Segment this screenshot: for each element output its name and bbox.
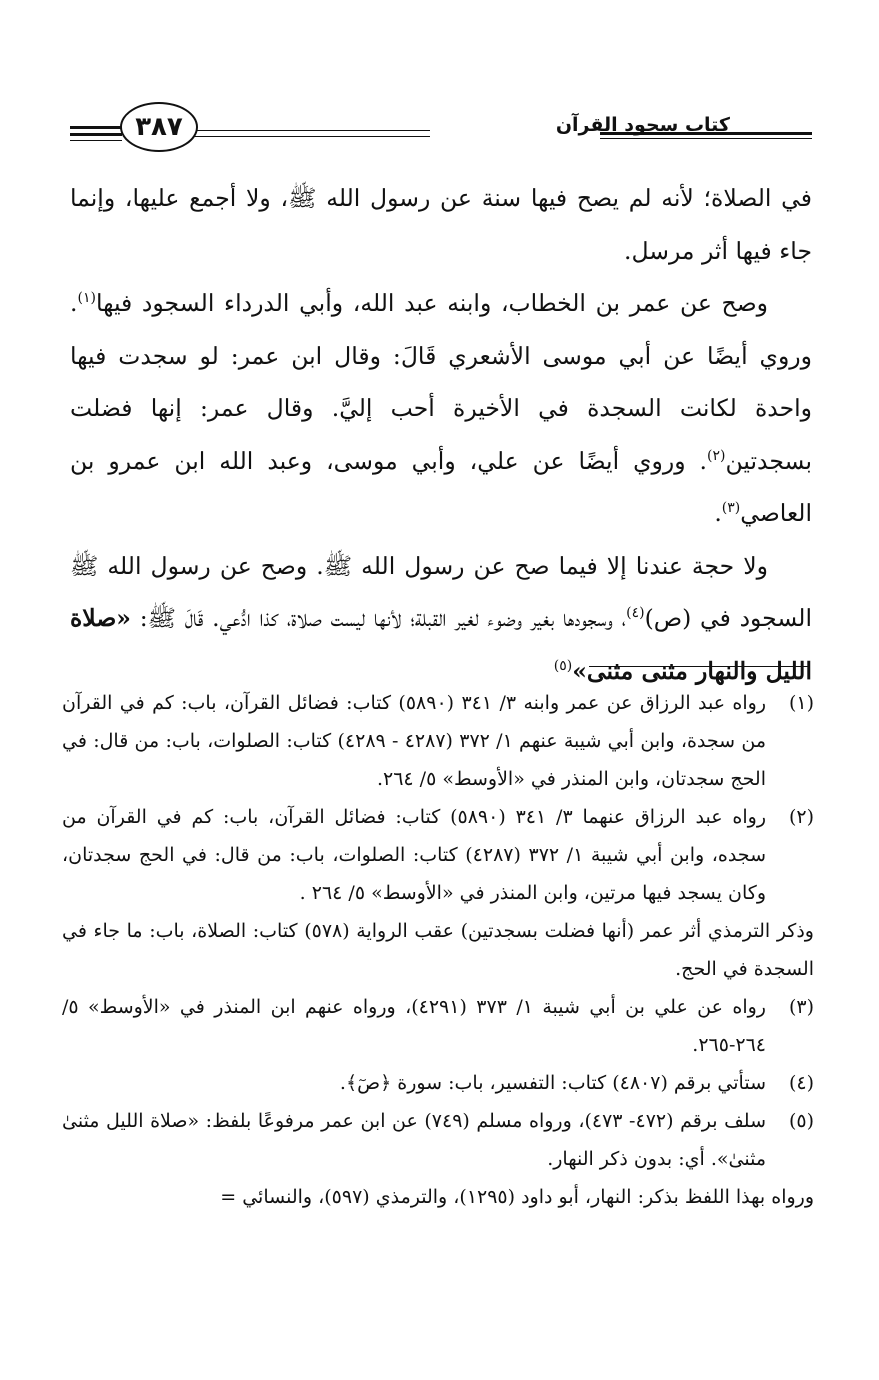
paragraph — [70, 277, 812, 540]
footnote-number: (٥) — [788, 1110, 814, 1132]
header-rule — [600, 138, 812, 139]
footnote-4 — [62, 1064, 814, 1102]
paragraph-text: في الصلاة؛ لأنه لم يصح فيها سنة عن رسول الله ﷺ، ولا أجمع عليها، وإنما جاء فيها أثر مرسل. — [70, 184, 812, 265]
header-rule — [192, 136, 430, 137]
footnote-text: ستأتي برقم (٤٨٠٧) كتاب: التفسير، باب: سورة ﴿صٓ﴾. — [339, 1072, 766, 1094]
footnote-ref[interactable]: (٥) — [553, 657, 573, 674]
footnote-continuation-text: ورواه بهذا اللفظ بذكر: النهار، أبو داود (١٢٩٥)، والترمذي (٥٩٧)، والنسائي — [242, 1186, 814, 1208]
paragraph-text: . وروي أيضًا عن أبي موسى الأشعري قَالَ: وقال ابن عمر: لو سجدت فيها واحدة لكانت السجدة في الأخيرة أحب إليَّ. وقال عمر: إنها فضلت بسجدتين — [70, 289, 812, 475]
footnote-text: رواه عن علي بن أبي شيبة ١/ ٣٧٣ (٤٢٩١)، ورواه عنهم ابن المنذر في «الأوسط» ٥/ ٢٦٤-٢٦٥. — [62, 996, 766, 1056]
footnote-2 — [62, 798, 814, 912]
footnote-continuation: وذكر الترمذي أثر عمر (أنها فضلت بسجدتين) عقب الرواية (٥٧٨) كتاب: الصلاة، باب: ما جاء في السجدة في الحج. — [62, 920, 814, 980]
footnote-ref[interactable]: (٢) — [707, 447, 726, 464]
page-number: ٣٨٧ — [120, 102, 198, 152]
header-rule — [70, 140, 122, 141]
hadith-quote: «صلاة الليل والنهار مثنى مثنى» — [70, 604, 812, 685]
footnote-number: (٢) — [788, 806, 814, 828]
paragraph — [70, 540, 812, 698]
footnote-text: رواه عبد الرزاق عن عمر وابنه ٣/ ٣٤١ (٥٨٩٠) كتاب: فضائل القرآن، باب: كم في القرآن من سجدة، وابن أبي شيبة عنهم ١/ ٣٧٢ (٤٢٨٧ - ٤٢٨٩) كتاب: الصلوات، باب: من قال: في الحج سجدتان، وابن المنذر في «الأوسط» ٥/ ٢٦٤. — [62, 692, 767, 790]
header-rule — [70, 126, 122, 129]
footnote-1 — [62, 684, 814, 798]
continuation-mark: = — [220, 1186, 237, 1208]
footnote-number: (٤) — [788, 1072, 814, 1094]
paragraph-text: . — [714, 499, 722, 527]
paragraph — [70, 172, 812, 277]
header-rule — [192, 130, 430, 131]
footnote-number: (١) — [788, 692, 814, 714]
footnote-continuation — [62, 1178, 814, 1216]
page-header — [70, 100, 812, 152]
main-text — [70, 172, 812, 697]
paragraph-text: ولا حجة عندنا إلا فيما صح عن رسول الله ﷺ. وصح عن رسول الله ﷺ السجود في (ص) — [70, 551, 812, 632]
header-rule — [70, 133, 122, 136]
footnote-text: رواه عبد الرزاق عنهما ٣/ ٣٤١ (٥٨٩٠) كتاب: فضائل القرآن، باب: كم في القرآن من سجده، وابن أبي شيبة ١/ ٣٧٢ (٤٢٨٧) كتاب: الصلوات، باب: من قال: في الحج سجدتان، وكان يسجد فيها مرتين، وابن المنذر في «الأوسط» ٥/ ٢٦٤ . — [62, 806, 767, 904]
footnotes — [62, 684, 814, 1216]
footnote-number: (٣) — [788, 996, 814, 1018]
paragraph-text: وصح عن عمر بن الخطاب، وابنه عبد الله، وأبي الدرداء السجود فيها — [95, 289, 768, 317]
footnote-text: سلف برقم (٤٧٢- ٤٧٣)، ورواه مسلم (٧٤٩) عن ابن عمر مرفوعًا بلفظ: «صلاة الليل مثنىٰ مثنىٰ». أي: بدون ذكر النهار. — [62, 1110, 767, 1170]
footnote-ref[interactable]: (١) — [77, 290, 96, 307]
footnote-3 — [62, 988, 814, 1064]
running-title: كتاب سجود القرآن — [555, 114, 730, 136]
footnote-5 — [62, 1102, 814, 1178]
footnote-divider — [589, 666, 809, 667]
footnote-ref[interactable]: (٣) — [721, 500, 741, 517]
paragraph-text: ، وسجودها بغير وضوء لغير القبلة؛ لأنها ليست صلاة، كذا ادُّعي. قَالَ ﷺ: — [130, 604, 627, 632]
paragraph-text: . وروي أيضًا عن علي، وأبي موسى، وعبد الله ابن عمرو بن العاصي — [70, 446, 812, 527]
footnote-ref[interactable]: (٤) — [626, 605, 645, 622]
